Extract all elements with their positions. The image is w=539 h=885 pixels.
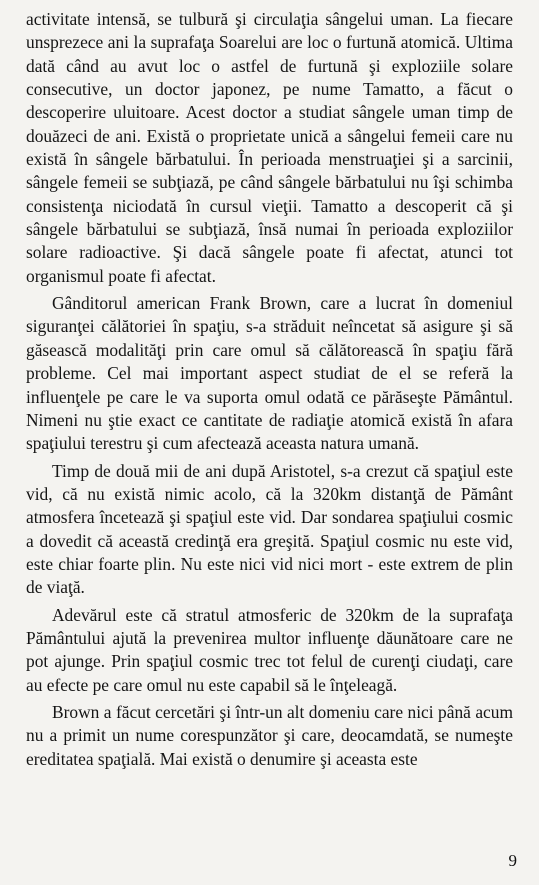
paragraph-frank-brown: Gânditorul american Frank Brown, care a lucrat în domeniul siguranţei călătoriei în spaţiu, s-a străduit neîncetat să asigure şi să găsească modalităţi prin care omul să călătorească în spaţiu fără probleme. Cel mai important aspect studiat de el se referă la influenţele pe care le va suporta omul odată ce părăseşte Pământul. Nimeni nu ştie exact ce cantitate de radiaţie atomică există în afara spaţiului terestru şi cum afectează aceasta natura umană.	[26, 293, 513, 454]
paragraph-aristotel: Timp de două mii de ani după Aristotel, s-a crezut că spaţiul este vid, că nu există nimic acolo, că la 320km distanţă de Pământ atmosfera încetează şi spaţiul este vid. Dar sondarea spaţiului cosmic a dovedit că această credinţă era greşită. Spaţiul cosmic nu este vid, este chiar foarte plin. Nu este nici vid nici mort - este extrem de plin de viaţă.	[26, 460, 513, 598]
paragraph-continuation: activitate intensă, se tulbură şi circulaţia sângelui uman. La fiecare unsprezece ani la suprafaţa Soarelui are loc o furtună atomică. Ultima dată când au avut loc o astfel de furtună şi exploziile solare consecutive, un doctor japonez, pe nume Tamatto, a făcut o descoperire uluitoare. Acest doctor a studiat sângele uman timp de douăzeci de ani. Există o proprietate unică a sângelui femeii care nu există în sângele bărbatului. În perioada menstruaţiei şi a sarcinii, sângele femeii se subţiază, pe când sângele bărbatului nu îşi schimba consistenţa niciodată în cursul vieţii. Tamatto a descoperit că şi sângele bărbatului se subţiază, însă numai în perioada exploziilor solare radioactive. Şi dacă sângele poate fi afectat, atunci tot organismul poate fi afectat.	[26, 9, 513, 286]
page-number: 9	[508, 851, 517, 870]
paragraph-spatial-heredity: Brown a făcut cercetări şi într-un alt domeniu care nici până acum nu a primit un nume corespunzător şi care, deocamdată, se numeşte ereditatea spaţială. Mai există o denumire şi aceasta este	[26, 701, 513, 769]
paragraph-atmosphere: Adevărul este că stratul atmosferic de 320km de la suprafaţa Pământului ajută la prevenirea multor influenţe dăunătoare care ne pot ajunge. Prin spaţiul cosmic trec tot felul de curenţi ciudaţi, care au efecte pe care omul nu este capabil să le înţeleagă.	[26, 604, 513, 695]
page-body-text	[26, 8, 513, 771]
